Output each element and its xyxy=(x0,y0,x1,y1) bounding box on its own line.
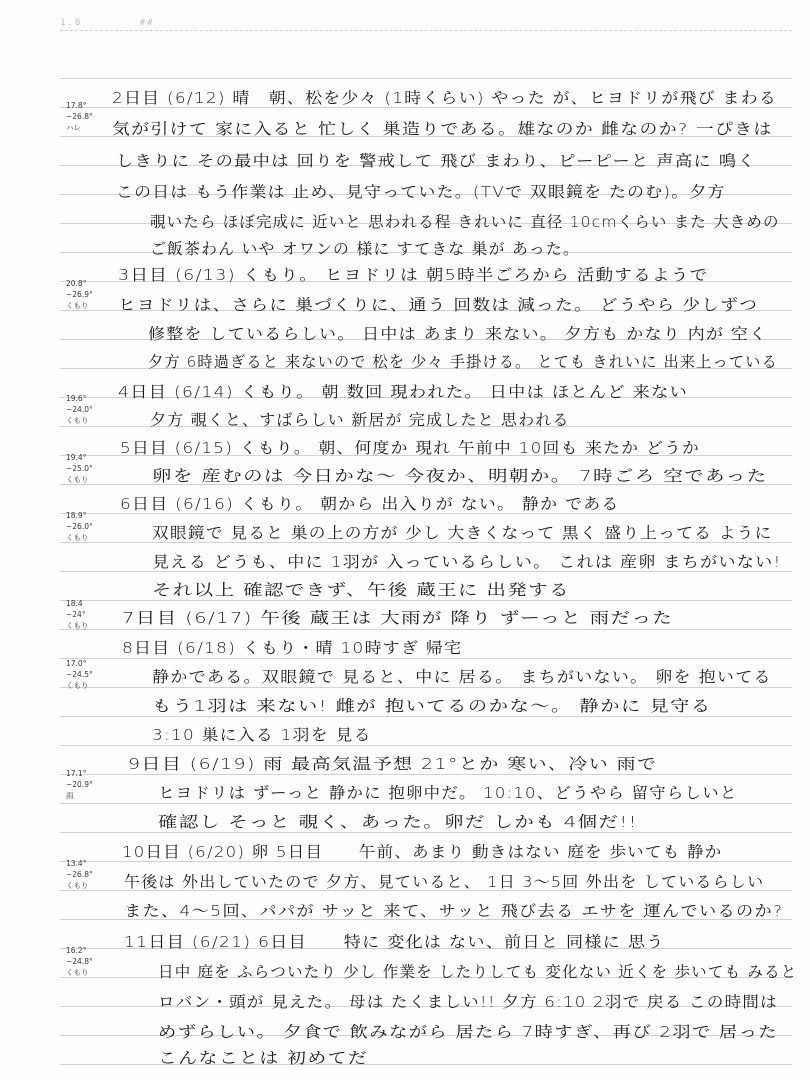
diary-line: ロバン・頭が 見えた。 母は たくましい!! 夕方 6:10 2羽で 戻る この時間は xyxy=(158,993,778,1011)
diary-line: ヒヨドリは、さらに 巣づくりに、通う 回数は 減った。 どうやら 少しずつ xyxy=(118,296,759,314)
diary-line: それ以上 確認できず、午後 蔵王に 出発する xyxy=(152,581,571,599)
diary-line: 7日目 (6/17) 午後 蔵王は 大雨が 降り ずーっと 雨だった xyxy=(122,609,674,627)
ruled-line xyxy=(60,803,792,804)
margin-note-day2: 17.8° ~26.8° ハレ xyxy=(66,101,93,132)
diary-line: 4日目 (6/14) くもり。 朝 数回 現われた。 日中は ほとんど 来ない xyxy=(118,383,689,401)
margin-note-day9: 17.1° ~20.9° 雨 xyxy=(66,769,93,800)
ruled-line xyxy=(60,716,792,717)
diary-line: 5日目 (6/15) くもり。 朝、何度か 現れ 午前中 10回も 来たか どうか xyxy=(120,439,701,457)
margin-note-day7: 18.4 ~24° くもり xyxy=(66,599,89,630)
diary-line: 6日目 (6/16) くもり。 朝から 出入りが ない。 静か である xyxy=(120,495,620,513)
ruled-line xyxy=(60,687,792,688)
diary-line: この日は もう作業は 止め、見守っていた。(TVで 双眼鏡を たのむ)。夕方 xyxy=(116,183,726,201)
ruled-line xyxy=(60,600,792,601)
diary-line: 静かである。双眼鏡で 見ると、中に 居る。 まちがいない。 卵を 抱いてる xyxy=(152,668,772,686)
ruled-line xyxy=(60,745,792,746)
header-mark: 1.8 xyxy=(60,18,83,28)
margin-note-day6: 18.9° ~26.0° くもり xyxy=(66,511,93,542)
diary-line: 3日目 (6/13) くもり。 ヒヨドリは 朝5時半ごろから 活動するようで xyxy=(118,266,709,284)
diary-line: 11日目 (6/21) 6日目 特に 変化は ない、前日と 同様に 思う xyxy=(124,933,665,951)
diary-line: 夕方 覗くと、すばらしい 新居が 完成したと 思われる xyxy=(150,411,570,429)
diary-line: ご飯茶わん いや オワンの 様に すてきな 巣が あった。 xyxy=(150,240,581,258)
margin-note-day11: 16.2° ~24.8° くもり xyxy=(66,946,93,977)
diary-line: めずらしい。 夕食で 飲みながら 居たら 7時すぎ、再び 2羽で 居った xyxy=(158,1023,779,1041)
diary-line: 覗いたら ほぼ完成に 近いと 思われる程 きれいに 直径 10cmくらい また 大きめの xyxy=(150,213,780,231)
diary-line: しきりに その最中は 回りを 警戒して 飛び まわり、ピーピーと 声高に 鳴く xyxy=(116,152,757,170)
diary-line: もう1羽は 来ない! 雌が 抱いてるのかな〜。 静かに 見守る xyxy=(152,697,712,715)
diary-line: 午後は 外出していたので 夕方、見ていると、 1日 3〜5回 外出を しているらしい xyxy=(124,873,765,891)
diary-line: また、4〜5回、パパが サッと 来て、サッと 飛び去る エサを 運んでいるのか? xyxy=(124,902,784,920)
ruled-line xyxy=(60,629,792,630)
ruled-line xyxy=(60,78,792,79)
diary-line: こんなことは 初めてだ xyxy=(158,1049,369,1067)
diary-line: 3:10 巣に入る 1羽を 見る xyxy=(152,726,372,744)
ruled-line xyxy=(60,658,792,659)
margin-note-day10: 13.4° ~26.8° くもり xyxy=(66,859,93,890)
diary-line: 日中 庭を ふらついたり 少し 作業を したりしても 変化ない 近くを 歩いても みると xyxy=(158,963,798,981)
diary-line: 9日目 (6/19) 雨 最高気温予想 21°とか 寒い、冷い 雨で xyxy=(128,755,658,773)
diary-line: 見える どうも、中に 1羽が 入っているらしい。 これは 産卵 まちがいない! xyxy=(152,553,782,571)
header-mark: ## xyxy=(139,18,155,28)
margin-note-day8: 17.0° ~24.5° くもり xyxy=(66,659,93,690)
diary-line: 卵を 産むのは 今日かな〜 今夜か、明朝か。 7時ごろ 空であった xyxy=(152,467,768,485)
diary-line: 修整を しているらしい。 日中は あまり 来ない。 夕方も かなり 内が 空く xyxy=(148,325,768,343)
diary-line: 8日目 (6/18) くもり・晴 10時すぎ 帰宅 xyxy=(122,639,463,657)
margin-note-day4: 19.6° ~24.0° くもり xyxy=(66,394,93,425)
ruled-line xyxy=(60,832,792,833)
diary-line: 気が引けて 家に入ると 忙しく 巣造りである。雄なのか 雌なのか? 一ぴきは xyxy=(112,120,773,138)
margin-note-day5: 19.4° ~25.0° くもり xyxy=(66,453,93,484)
diary-line: 確認し そっと 覗く、あった。卵だ しかも 4個だ!! xyxy=(158,813,638,831)
diary-line: 夕方 6時過ぎると 来ないので 松を 少々 手掛ける。 とても きれいに 出来上っている xyxy=(148,353,778,371)
diary-line: 2日目 (6/12) 晴 朝、松を少々 (1時くらい) やった が、ヒヨドリが飛び まわる xyxy=(112,89,778,107)
header-rule xyxy=(60,30,792,31)
diary-line: ヒヨドリは ずーっと 静かに 抱卵中だ。 10:10、どうやら 留守らしいと xyxy=(158,784,738,802)
diary-line: 双眼鏡で 見ると 巣の上の方が 少し 大きくなって 黒く 盛り上ってる ように xyxy=(152,524,773,542)
diary-line: 10日目 (6/20) 卵 5日目 午前、あまり 動きはない 庭を 歩いても 静か xyxy=(122,843,723,861)
margin-note-day3: 20.8° ~26.9° くもり xyxy=(66,279,93,310)
page-header-marks xyxy=(60,18,260,38)
ruled-line xyxy=(60,774,792,775)
